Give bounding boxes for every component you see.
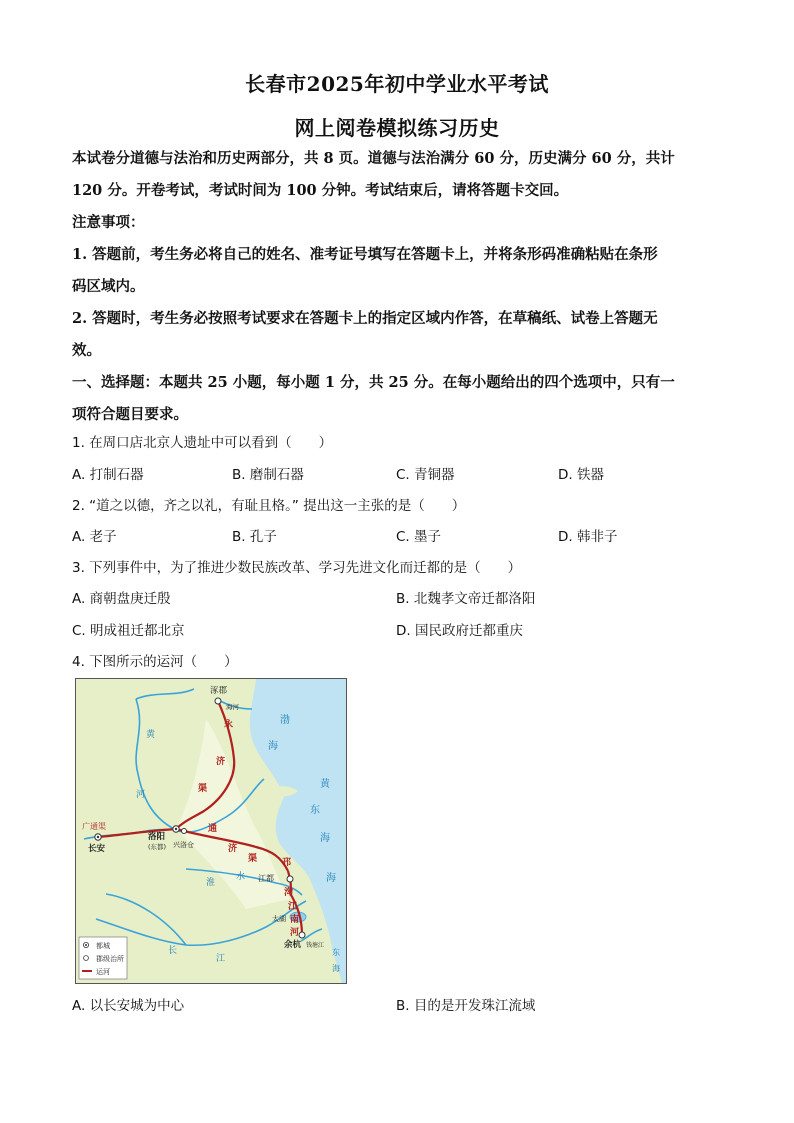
map-sea-label-dong2: 东 — [332, 948, 340, 957]
map-canal-char-gou: 沟 — [284, 888, 294, 898]
notice-item1-line2: 码区域内。 — [72, 278, 145, 295]
question-1-option-c[interactable]: C. 青铜器 — [396, 467, 455, 483]
map-canal-char-ji2: 济 — [228, 844, 238, 854]
map-label-luoyang: 洛阳 — [148, 832, 166, 842]
question-1-option-a[interactable]: A. 打制石器 — [72, 467, 144, 483]
map-label-guangtongqu: 广通渠 — [82, 822, 106, 831]
map-river-label-jiang: 江 — [216, 954, 226, 964]
map-marker-xingluocang — [182, 829, 187, 834]
question-4-stem: 4. 下图所示的运河（ ） — [72, 654, 238, 670]
question-3-option-b[interactable]: B. 北魏孝文帝迁都洛阳 — [396, 591, 536, 607]
map-sea-label-bo: 渤 — [280, 715, 290, 726]
question-4-option-b[interactable]: B. 目的是开发珠江流域 — [396, 998, 536, 1014]
intro-line1: 本试卷分道德与法治和历史两部分，共 8 页。道德与法治满分 60 分，历史满分 60 分，共计 — [72, 150, 675, 167]
map-label-taihu: 太湖 — [272, 915, 286, 923]
intro-line2: 120 分。开卷考试，考试时间为 100 分钟。考试结束后，请将答题卡交回。 — [72, 182, 569, 199]
map-canal-char-jiang: 江 — [288, 902, 298, 912]
question-2-option-c[interactable]: C. 墨子 — [396, 529, 442, 545]
question-3-stem: 3. 下列事件中，为了推进少数民族改革、学习先进文化而迁都的是（ ） — [72, 560, 522, 576]
question-2-option-d[interactable]: D. 韩非子 — [558, 529, 618, 545]
map-label-changan: 长安 — [88, 844, 106, 854]
notice-item2-line2: 效。 — [72, 342, 101, 359]
map-label-xingluocang: 兴洛仓 — [173, 841, 194, 849]
map-label-dongdu: (东都) — [148, 843, 167, 851]
question-1-option-b[interactable]: B. 磨制石器 — [232, 467, 304, 483]
map-label-zhuojun: 涿郡 — [210, 686, 228, 696]
map-legend-capital-icon-dot — [85, 944, 87, 946]
question-1-stem: 1. 在周口店北京人遗址中可以看到（ ） — [72, 435, 333, 451]
question-3-option-a[interactable]: A. 商朝盘庚迁殷 — [72, 591, 171, 607]
map-canal-char-nan: 南 — [290, 915, 300, 925]
map-legend-capital-label: 都城 — [96, 942, 110, 950]
question-4-option-a[interactable]: A. 以长安城为中心 — [72, 998, 185, 1014]
map-label-haihe: 海河 — [226, 703, 239, 711]
map-marker-changan-dot — [97, 836, 99, 838]
map-marker-yuhang — [299, 932, 305, 938]
notice-heading: 注意事项： — [72, 214, 145, 231]
map-legend-prefecture-icon — [84, 956, 89, 961]
question-3-option-d[interactable]: D. 国民政府迁都重庆 — [396, 623, 523, 639]
section1-line1: 一、选择题：本题共 25 小题，每小题 1 分，共 25 分。在每小题给出的四个选项中，只有一 — [72, 374, 675, 391]
map-marker-zhuojun — [215, 698, 221, 704]
map-river-label-chang: 长 — [168, 946, 178, 956]
grand-canal-map — [75, 678, 347, 984]
map-sea-label-huang: 黄 — [320, 779, 330, 790]
question-2-option-b[interactable]: B. 孔子 — [232, 529, 277, 545]
map-sea-label-hai1: 海 — [268, 741, 278, 752]
map-label-jiangdu: 江都 — [258, 874, 274, 883]
page-title-line1: 长春市2025年初中学业水平考试 — [245, 72, 549, 96]
intro-paragraph — [72, 143, 722, 431]
map-river-label-shui: 水 — [236, 872, 246, 882]
notice-item1-line1: 1. 答题前，考生务必将自己的姓名、准考证号填写在答题卡上，并将条形码准确粘贴在条形 — [72, 246, 658, 263]
map-sea-label-hai3: 海 — [326, 873, 336, 884]
map-canal-char-qu1: 渠 — [198, 784, 208, 794]
question-1-option-d[interactable]: D. 铁器 — [558, 467, 604, 483]
map-canal-char-tong: 通 — [208, 824, 218, 834]
map-marker-jiangdu — [287, 876, 293, 882]
map-river-label-huang: 黄 — [146, 730, 156, 740]
map-river-label-he: 河 — [136, 790, 146, 800]
map-sea-label-hai4: 海 — [332, 964, 340, 973]
map-legend-prefecture-label: 郡级治所 — [96, 955, 124, 963]
map-canal-char-han: 邗 — [282, 858, 292, 868]
map-sea-label-dong: 东 — [310, 805, 320, 816]
map-canal-char-qu2: 渠 — [248, 854, 258, 864]
map-legend — [79, 937, 127, 979]
map-canal-char-he: 河 — [290, 928, 300, 938]
map-canal-char-ji1: 济 — [216, 757, 226, 767]
page-title-line2: 网上阅卷模拟练习历史 — [294, 116, 500, 140]
map-canal-char-yong: 永 — [224, 720, 234, 730]
map-label-yuhang: 余杭 — [284, 940, 302, 950]
map-legend-canal-label: 运河 — [96, 968, 110, 976]
map-marker-luoyang-dot — [175, 828, 177, 830]
map-sea-label-hai2: 海 — [320, 833, 330, 844]
question-2-stem: 2. “道之以德，齐之以礼，有耻且格。” 提出这一主张的是（ ） — [72, 498, 466, 514]
map-river-label-huai: 淮 — [206, 878, 216, 888]
question-3-option-c[interactable]: C. 明成祖迁都北京 — [72, 623, 185, 639]
map-label-qiantangjiang: 钱塘江 — [306, 942, 325, 949]
section1-line2: 项符合题目要求。 — [72, 406, 188, 423]
question-2-option-a[interactable]: A. 老子 — [72, 529, 117, 545]
notice-item2-line1: 2. 答题时，考生务必按照考试要求在答题卡上的指定区域内作答，在草稿纸、试卷上答题无 — [72, 310, 658, 327]
